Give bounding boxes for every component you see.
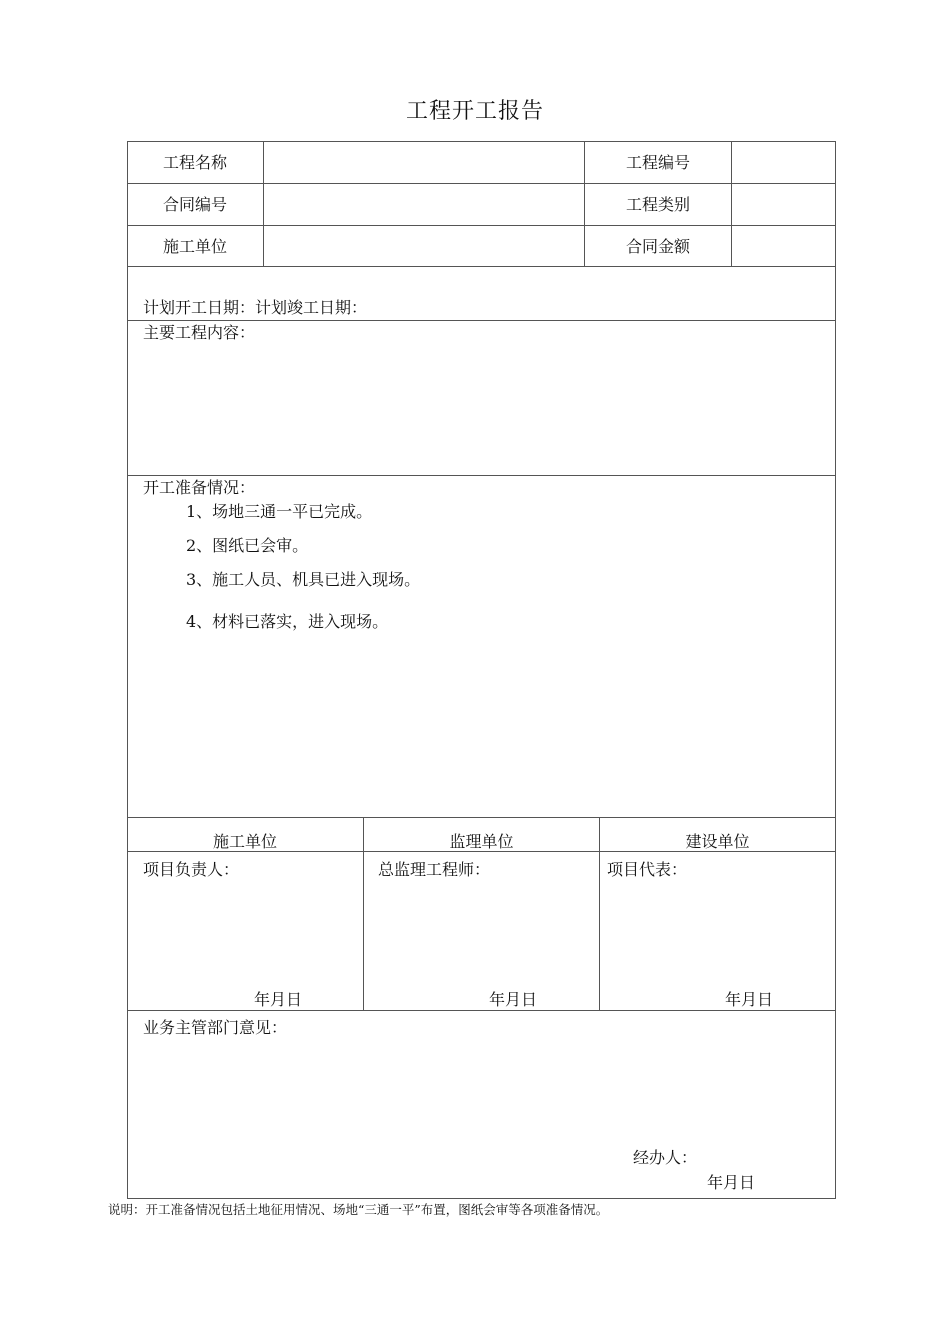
project-name-value[interactable] <box>264 142 584 183</box>
signature-unit-construction: 施工单位 <box>212 832 277 851</box>
contract-number-value[interactable] <box>264 184 584 225</box>
signature-date-construction: 年月日 <box>254 990 303 1009</box>
preparation-item: 2、图纸已会审。 <box>186 536 309 555</box>
row-divider <box>127 1010 836 1011</box>
contract-amount-value[interactable] <box>732 226 835 266</box>
footnote: 说明：开工准备情况包括土地征用情况、场地“三通一平”布置，图纸会审等各项准备情况。 <box>108 1202 609 1217</box>
signature-role-supervision: 总监理工程师： <box>378 860 491 879</box>
planned-dates-line: 计划开工日期：计划竣工日期： <box>143 298 368 317</box>
department-handler-label: 经办人： <box>633 1148 698 1167</box>
preparation-item: 4、材料已落实，进入现场。 <box>186 612 389 631</box>
main-content-label: 主要工程内容： <box>143 323 256 342</box>
signature-unit-owner: 建设单位 <box>685 832 750 851</box>
table-border-left <box>127 141 128 1199</box>
project-category-label: 工程类别 <box>625 195 690 214</box>
row-divider <box>127 266 836 267</box>
signature-role-construction: 项目负责人： <box>143 860 240 879</box>
row-divider <box>127 320 836 321</box>
document-title: 工程开工报告 <box>405 99 544 124</box>
department-date: 年月日 <box>707 1173 756 1192</box>
signature-unit-supervision: 监理单位 <box>449 832 514 851</box>
project-name-label: 工程名称 <box>162 153 227 172</box>
project-category-value[interactable] <box>732 184 835 225</box>
preparation-item: 3、施工人员、机具已进入现场。 <box>186 570 421 589</box>
row-divider <box>127 475 836 476</box>
signature-date-owner: 年月日 <box>725 990 774 1009</box>
department-opinion-label: 业务主管部门意见： <box>143 1018 288 1037</box>
table-border-bottom <box>127 1198 836 1199</box>
contract-number-label: 合同编号 <box>162 195 227 214</box>
project-number-value[interactable] <box>732 142 835 183</box>
signature-date-supervision: 年月日 <box>489 990 538 1009</box>
contract-amount-label: 合同金额 <box>625 237 690 256</box>
construction-unit-value[interactable] <box>264 226 584 266</box>
project-number-label: 工程编号 <box>625 153 690 172</box>
preparation-label: 开工准备情况： <box>143 478 256 497</box>
signature-role-owner: 项目代表： <box>607 860 688 879</box>
preparation-item: 1、场地三通一平已完成。 <box>186 502 373 521</box>
row-divider <box>127 817 836 818</box>
table-border-right <box>835 141 836 1199</box>
construction-unit-label: 施工单位 <box>162 237 227 256</box>
